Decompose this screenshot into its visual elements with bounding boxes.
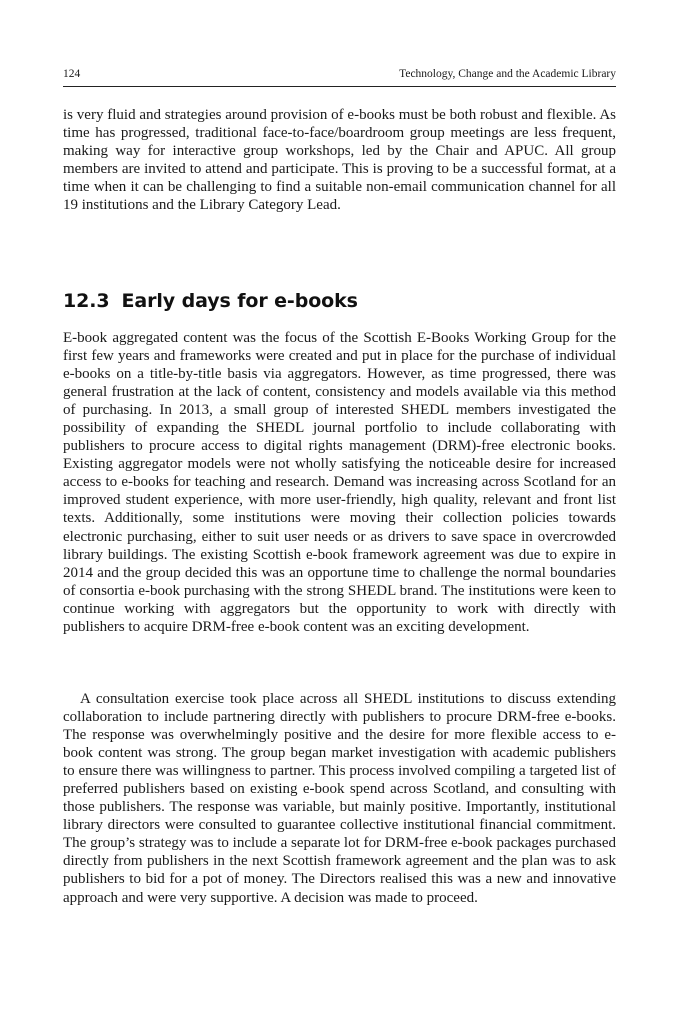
section-heading bbox=[63, 289, 358, 313]
paragraph: E-book aggregated content was the focus of the Scottish E-Books Working Group for the first few years and frameworks were created and put in place for the purchase of individual e-books on a title-by-title basis via aggregators. However, as time progressed, there was general frustration at the lack of content, consistency and models available via this method of purchasing. In 2013, a small group of interested SHEDL members investigated the possibility of expanding the SHEDL journal portfolio to include collaborating with publishers to procure access to digital rights management (DRM)-free electronic books. Existing aggregator models were not wholly satisfying the noticeable desire for increased access to e-books for teaching and research. Demand was increasing across Scotland for an improved student experience, with more user-friendly, high quality, relevant and front list texts. Additionally, some institutions were moving their collection policies towards electronic purchasing, either to suit user needs or as drivers to save space in overcrowded library buildings. The existing Scottish e-book framework agreement was due to expire in 2014 and the group decided this was an opportune time to challenge the normal boundaries of consortia e-book purchasing with the strong SHEDL brand. The institutions were keen to continue working with aggregators but the opportunity to work with directly with publishers to acquire DRM-free e-book content was an exciting development. bbox=[63, 330, 616, 635]
paragraph: A consultation exercise took place across all SHEDL institutions to discuss extending collaboration to include partnering directly with publishers to procure DRM-free e-books. The response was overwhelmingly positive and the desire for more flexible access to e-book content was strong. The group began market investigation with academic publishers to ensure there was willingness to partner. This process involved compiling a targeted list of preferred publishers based on existing e-book spend across Scotland, and consulting with those publishers. The response was variable, but mainly positive. Importantly, institutional library directors were consulted to guarantee collective institutional financial commitment. The group’s strategy was to include a separate lot for DRM-free e-book packages purchased directly from publishers in the next Scottish framework agreement and the plan was to ask publishers to bid for a pot of money. The Directors realised this was a new and innovative approach and were very supportive. A decision was made to proceed. bbox=[63, 691, 616, 906]
section-number: 12.3 bbox=[63, 290, 110, 312]
header-rule bbox=[63, 86, 616, 87]
page-number: 124 bbox=[63, 68, 81, 80]
section-title: Early days for e-books bbox=[121, 290, 358, 312]
paragraph-continued: is very fluid and strategies around provision of e-books must be both robust and flexible. As time has progressed, traditional face-to-face/boardroom group meetings are less frequent, making way for interactive group workshops, led by the Chair and APUC. All group members are invited to attend and participate. This is proving to be a successful format, at a time when it can be challenging to find a suitable non-email communication channel for all 19 institutions and the Library Category Lead. bbox=[63, 107, 616, 214]
running-title: Technology, Change and the Academic Library bbox=[399, 68, 616, 80]
running-header bbox=[63, 64, 616, 84]
